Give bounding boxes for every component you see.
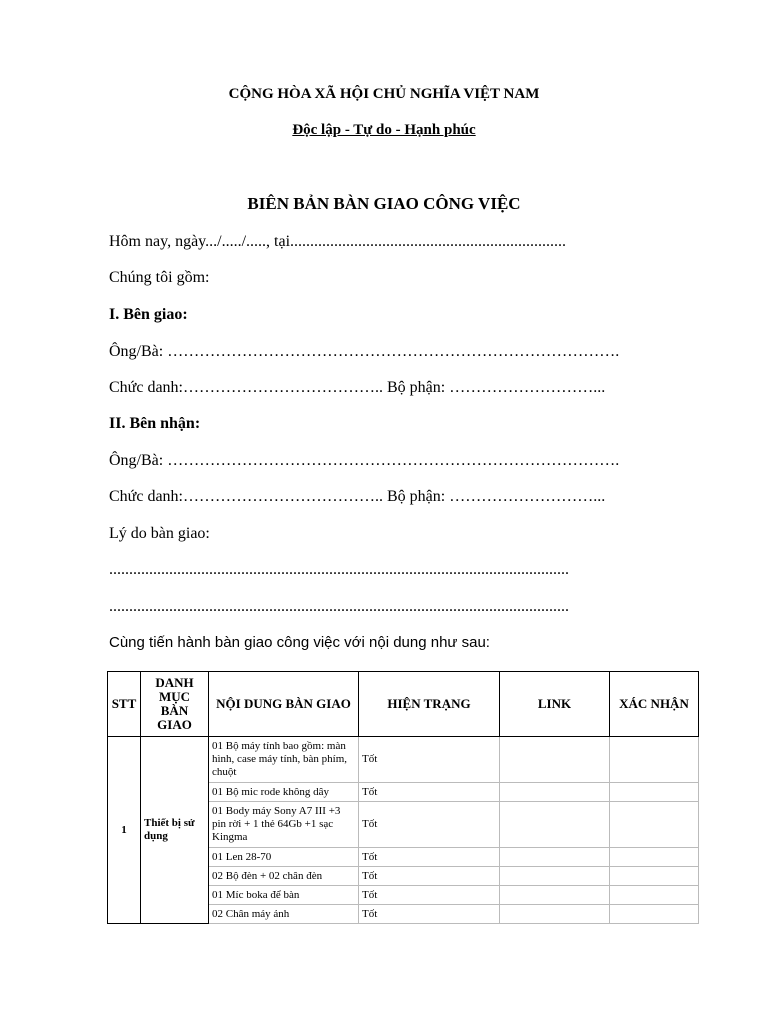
national-title: CỘNG HÒA XÃ HỘI CHỦ NGHĨA VIỆT NAM	[228, 86, 540, 102]
document-title: BIÊN BẢN BÀN GIAO CÔNG VIỆC	[247, 194, 521, 213]
receiver-name-line: Ông/Bà: ………………………………………………………………………….	[109, 452, 620, 469]
link-cell	[500, 886, 610, 905]
status-cell: Tốt	[359, 905, 500, 924]
link-cell	[500, 802, 610, 848]
reason-dotted-line: ...................................................................................................................	[109, 598, 569, 615]
receiver-position-line: Chức danh:……………………………….. Bộ phận: ………………………...	[109, 488, 606, 505]
handover-table	[107, 671, 699, 924]
date-line: Hôm nay, ngày.../...../....., tại.....................................................................	[109, 233, 567, 250]
stt-cell: 1	[108, 737, 141, 924]
handover-intro: Cùng tiến hành bàn giao công việc với nội dung như sau:	[109, 634, 490, 651]
content-cell: 02 Bộ đèn + 02 chân đèn	[209, 867, 359, 886]
status-cell: Tốt	[359, 783, 500, 802]
motto: Độc lập - Tự do - Hạnh phúc	[292, 122, 476, 138]
link-cell	[500, 905, 610, 924]
section-giver-heading: I. Bên giao:	[109, 306, 188, 323]
confirm-cell	[610, 886, 699, 905]
reason-label: Lý do bàn giao:	[109, 525, 210, 542]
intro-text: Chúng tôi gồm:	[109, 269, 210, 286]
reason-dotted-line: ...................................................................................................................	[109, 561, 569, 578]
status-cell: Tốt	[359, 848, 500, 867]
status-cell: Tốt	[359, 886, 500, 905]
status-cell: Tốt	[359, 802, 500, 848]
header-content: NỘI DUNG BÀN GIAO	[209, 672, 359, 737]
content-cell: 01 Body máy Sony A7 III +3 pin rời + 1 thẻ 64Gb +1 sạc Kingma	[209, 802, 359, 848]
confirm-cell	[610, 905, 699, 924]
content-cell: 01 Bộ máy tính bao gồm: màn hình, case máy tính, bàn phím, chuột	[209, 737, 359, 783]
table-row	[108, 737, 699, 783]
header-confirm: XÁC NHẬN	[610, 672, 699, 737]
header-category: DANH MỤC BÀN GIAO	[141, 672, 209, 737]
status-cell: Tốt	[359, 737, 500, 783]
content-cell: 02 Chân máy ảnh	[209, 905, 359, 924]
confirm-cell	[610, 867, 699, 886]
link-cell	[500, 867, 610, 886]
status-cell: Tốt	[359, 867, 500, 886]
confirm-cell	[610, 848, 699, 867]
link-cell	[500, 848, 610, 867]
header-stt: STT	[108, 672, 141, 737]
header-link: LINK	[500, 672, 610, 737]
confirm-cell	[610, 783, 699, 802]
link-cell	[500, 783, 610, 802]
table-header-row	[108, 672, 699, 737]
giver-position-line: Chức danh:……………………………….. Bộ phận: ………………………...	[109, 379, 606, 396]
confirm-cell	[610, 802, 699, 848]
category-cell: Thiết bị sử dụng	[141, 737, 209, 924]
content-cell: 01 Len 28-70	[209, 848, 359, 867]
content-cell: 01 Míc boka để bàn	[209, 886, 359, 905]
giver-name-line: Ông/Bà: ………………………………………………………………………….	[109, 343, 620, 360]
confirm-cell	[610, 737, 699, 783]
content-cell: 01 Bộ mic rode không dây	[209, 783, 359, 802]
header-status: HIỆN TRẠNG	[359, 672, 500, 737]
link-cell	[500, 737, 610, 783]
section-receiver-heading: II. Bên nhận:	[109, 415, 201, 432]
